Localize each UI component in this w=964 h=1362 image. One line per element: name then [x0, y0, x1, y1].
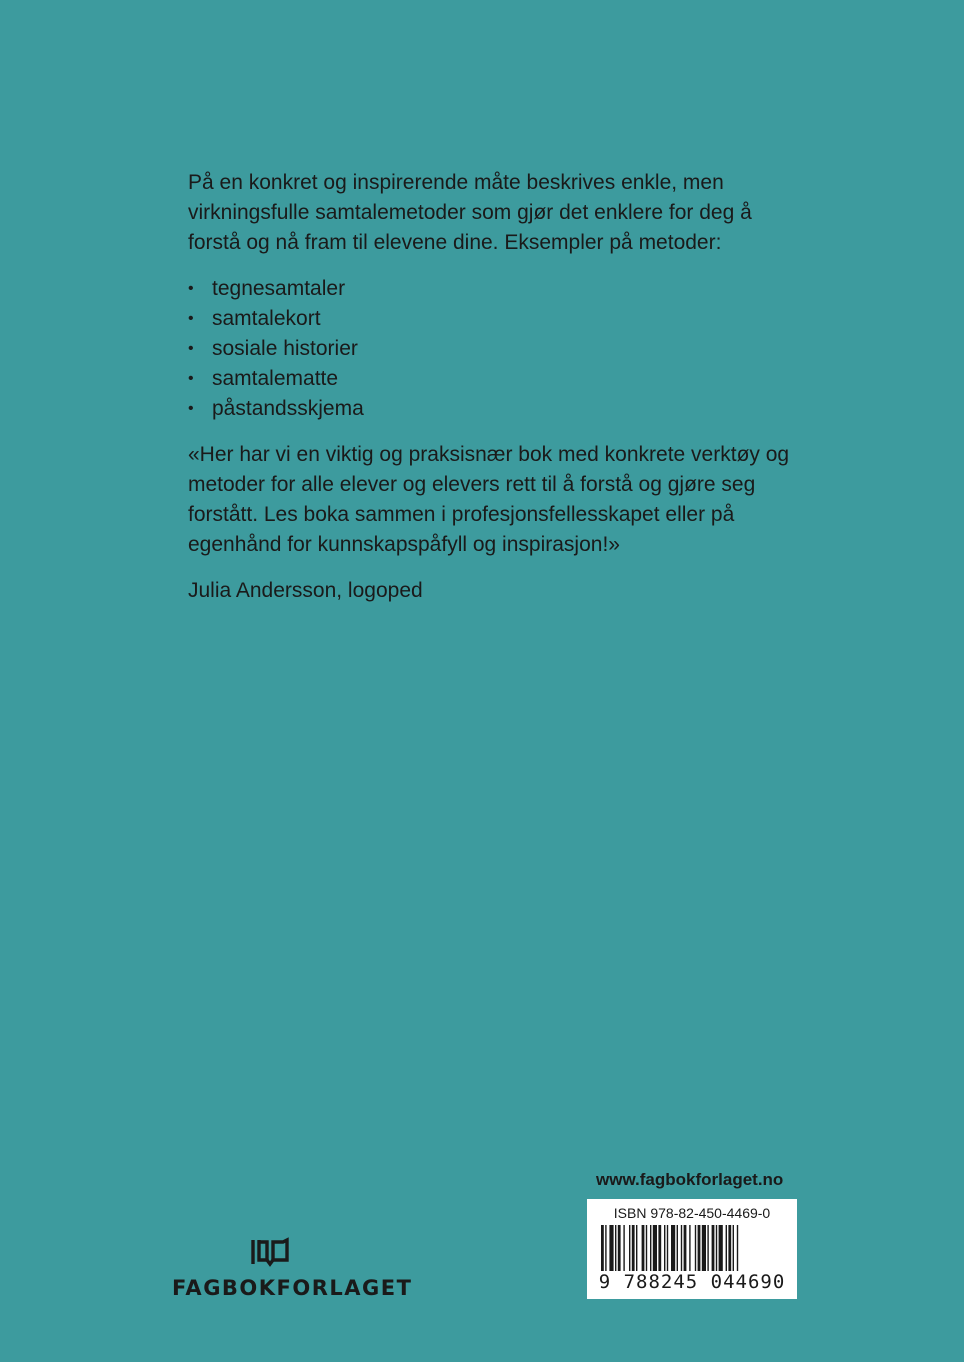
list-item: • sosiale historier	[188, 334, 808, 364]
barcode-digits: 9 788245 044690	[598, 1271, 786, 1293]
quote-attribution: Julia Andersson, logoped	[188, 579, 423, 602]
publisher-website: www.fagbokforlaget.no	[596, 1170, 784, 1189]
intro-paragraph: På en konkret og inspirerende måte beskrives enkle, men virkningsfulle samtalemetoder som gjør det enklere for deg å forstå og nå fram til elevene dine. Eksempler på metoder:	[188, 171, 752, 254]
list-item: • samtalekort	[188, 304, 808, 334]
quote-paragraph: «Her har vi en viktig og praksisnær bok med konkrete verktøy og metoder for alle elever og elevers rett til å forstå og gjøre seg forstått. Les boka sammen i profesjonsfellesskapet eller på egenhånd for kunnskapspåfyll og inspirasjon!»	[188, 443, 790, 556]
list-item: • tegnesamtaler	[188, 274, 808, 304]
list-item: • samtalematte	[188, 364, 808, 394]
barcode-bars	[601, 1225, 783, 1275]
publisher-name: FAGBOKFORLAGET	[172, 1276, 413, 1300]
publisher-logo	[172, 1236, 413, 1300]
isbn-barcode	[587, 1199, 797, 1299]
list-item: • påstandsskjema	[188, 394, 808, 424]
back-cover-text	[188, 168, 808, 606]
methods-list	[188, 274, 808, 424]
isbn-label: ISBN 978-82-450-4469-0	[613, 1205, 771, 1221]
book-icon	[249, 1236, 291, 1268]
